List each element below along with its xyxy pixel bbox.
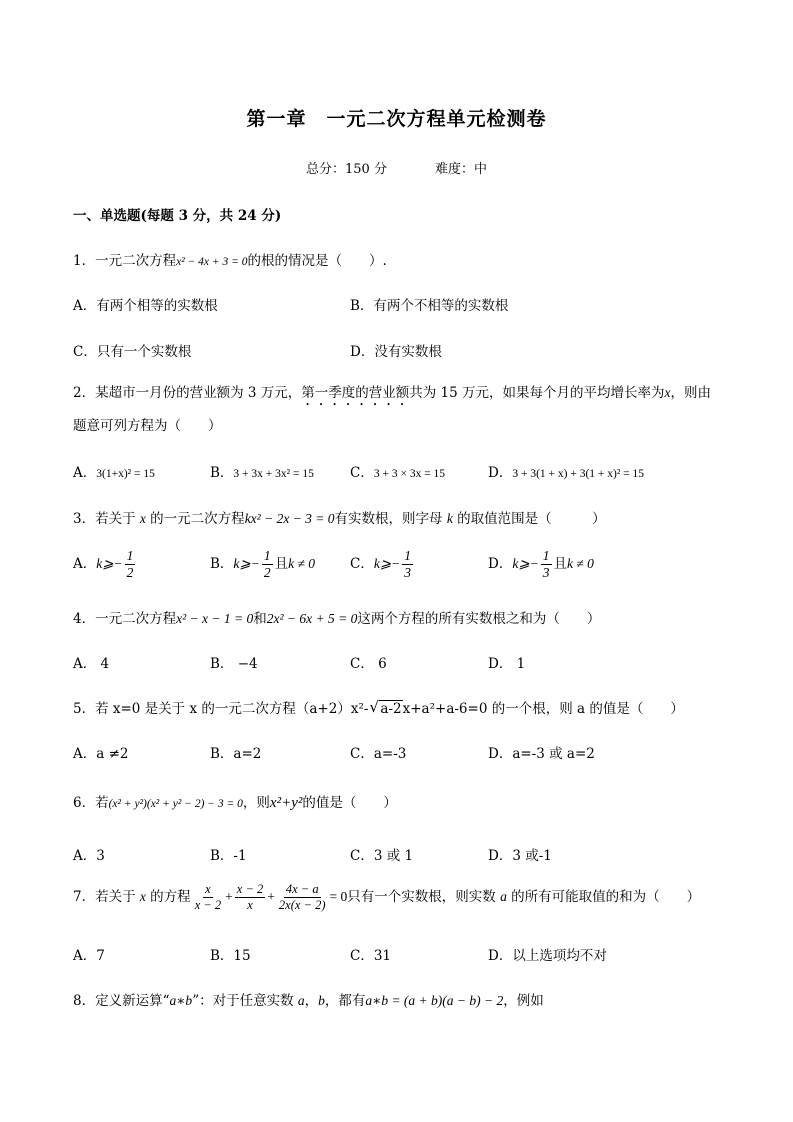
q7-option-a: A．7	[73, 948, 105, 964]
q1-equation: x² − 4x + 3 = 0	[176, 256, 248, 268]
question-3: 3．若关于 x 的一元二次方程kx² − 2x − 3 = 0有实数根，则字母 k 的取值范围是（ ）	[73, 511, 606, 527]
q2-option-b: B．3 + 3x + 3x² = 15	[210, 465, 314, 481]
question-6: 6．若(x² + y²)(x² + y² − 2) − 3 = 0，则x²+y²的值是（ ）	[73, 795, 397, 811]
q3-equation: kx² − 2x − 3 = 0	[244, 511, 335, 526]
q6-option-d: D．3 或-1	[488, 848, 552, 864]
question-1: 1．一元二次方程x² − 4x + 3 = 0的根的情况是（ ）.	[73, 253, 387, 269]
q5-option-d: D．a=-3 或 a=2	[488, 746, 595, 762]
q3-option-b: B．k⩾− $\frac{1}{2}$ 且k ≠ 0	[210, 548, 315, 580]
q7-option-b: B．15	[210, 948, 251, 964]
q7-option-d: D．以上选项均不对	[488, 948, 607, 964]
q2-option-d: D．3 + 3(1 + x) + 3(1 + x)² = 15	[488, 465, 645, 481]
q1-option-d: D．没有实数根	[350, 344, 442, 360]
q5-option-b: B．a=2	[210, 746, 262, 762]
q4-option-c: C． 6	[350, 656, 387, 672]
q1-option-c: C．只有一个实数根	[73, 344, 192, 360]
section-heading: 一、单选题(每题 3 分，共 24 分)	[73, 208, 282, 224]
q6-option-a: A．3	[73, 848, 105, 864]
q5-option-c: C．a=-3	[350, 746, 407, 762]
question-2-line-2: 题意可列方程为（ ）	[73, 418, 222, 434]
q5-option-a: A．a ≠2	[73, 746, 129, 762]
q4-option-b: B． −4	[210, 656, 258, 672]
q1-option-b: B．有两个不相等的实数根	[350, 298, 509, 314]
q1-option-a: A．有两个相等的实数根	[73, 298, 218, 314]
score-info	[0, 158, 793, 177]
q6-equation: (x² + y²)(x² + y² − 2) − 3 = 0	[108, 798, 243, 810]
q2-option-a: A．3(1+x)² = 15	[73, 465, 155, 481]
total-score: 总分：150 分	[306, 162, 387, 177]
q7-option-c: C．31	[350, 948, 392, 964]
page-title: 第一章 一元二次方程单元检测卷	[246, 108, 547, 130]
difficulty: 难度：中	[434, 162, 487, 177]
question-4: 4．一元二次方程x² − x − 1 = 0和2x² − 6x + 5 = 0这两个方程的所有实数根之和为（ ）	[73, 611, 601, 627]
q6-option-c: C．3 或 1	[350, 848, 414, 864]
question-2: 2．某超市一月份的营业额为 3 万元，第一季度的营业额共为 15 万元，如果每个月的平均增长率为x，则由	[73, 385, 712, 401]
q3-option-c: C．k⩾− $\frac{1}{3}$	[350, 548, 412, 580]
q2-option-c: C．3 + 3 × 3x = 15	[350, 465, 446, 481]
q8-definition: a∗b = (a + b)(a − b) − 2	[365, 993, 504, 1008]
q4-option-d: D． 1	[488, 656, 526, 672]
q3-option-a: A．k⩾− $\frac{1}{2}$	[73, 548, 134, 580]
question-8: 8．定义新运算“a∗b”：对于任意实数 a，b，都有a∗b = (a + b)(a − b) − 2，例如	[73, 993, 544, 1009]
question-5: 5．若 x=0 是关于 x 的一元二次方程（a+2）x²-√ a-2x+a²+a-6=0 的一个根，则 a 的值是（ ）	[73, 697, 684, 717]
q4-option-a: A． 4	[73, 656, 110, 672]
q3-option-d: D．k⩾− $\frac{1}{3}$ 且k ≠ 0	[488, 548, 594, 580]
question-7: 7．若关于 x 的方程 $\frac{x}{x - 2}$ + $\frac{x - 2}{x}$ + $\frac{4x - a}{2x(x - 2)}$ = 0只有一个实数根，则实数 a 的所有可能取值的和为（ ）	[73, 882, 701, 912]
q6-option-b: B．-1	[210, 848, 247, 864]
q5-sqrt: √ a-2	[379, 700, 402, 717]
